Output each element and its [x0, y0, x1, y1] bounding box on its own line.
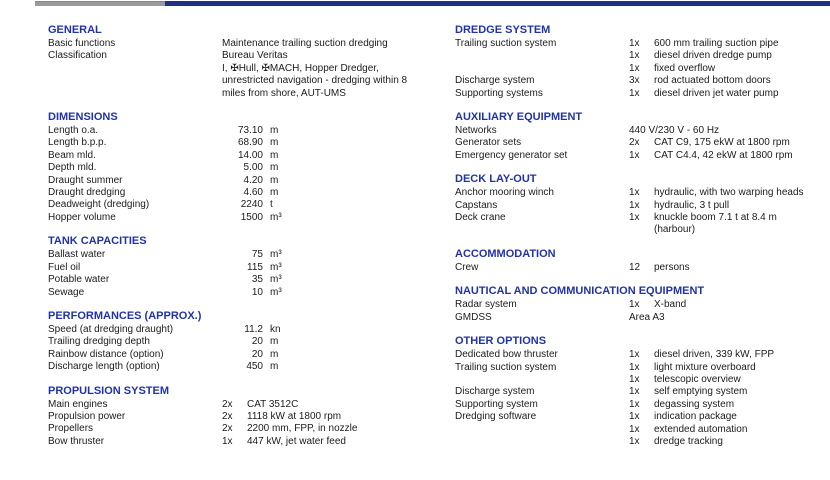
spec-row	[48, 361, 455, 373]
spec-unit: t	[270, 199, 273, 211]
spec-label: Rainbow distance (option)	[48, 348, 164, 360]
spec-label: Trailing suction system	[455, 38, 557, 49]
spec-label: Crew	[455, 261, 479, 273]
spec-value-number: 115	[247, 261, 263, 273]
spec-quantity	[629, 224, 654, 236]
spec-label: Trailing suction system	[455, 361, 557, 373]
spec-row	[455, 386, 830, 398]
spec-quantity: 1x	[629, 62, 640, 74]
spec-quantity: 1x	[629, 361, 640, 373]
spec-row	[48, 436, 455, 448]
spec-quantity: 1x	[629, 435, 640, 447]
spec-description: fixed overflow	[654, 62, 716, 74]
spec-quantity: 1x	[629, 411, 640, 423]
spec-label: Capstans	[455, 199, 498, 211]
spec-label: Dredging software	[455, 411, 537, 423]
section-title: NAUTICAL AND COMMUNICATION EQUIPMENT	[455, 285, 705, 298]
spec-label: Fuel oil	[48, 261, 81, 273]
spec-row	[48, 423, 455, 435]
spec-label: Draught dredging	[48, 187, 126, 199]
spec-row	[455, 137, 830, 149]
spec-row	[455, 424, 830, 436]
spec-row	[48, 187, 455, 199]
spec-description: light mixture overboard	[654, 361, 756, 373]
spec-row	[455, 312, 830, 324]
spec-description: persons	[654, 261, 690, 273]
spec-label: Propulsion power	[48, 410, 126, 422]
spec-value-number: 10	[251, 286, 263, 298]
spec-row	[455, 50, 830, 62]
spec-row	[48, 324, 455, 336]
spec-description: degassing system	[654, 398, 735, 410]
spec-description: hydraulic, with two warping heads	[654, 187, 804, 199]
spec-label: Anchor mooring winch	[455, 187, 554, 199]
section-title: OTHER OPTIONS	[455, 335, 547, 348]
spec-row	[48, 336, 455, 348]
spec-row	[48, 287, 455, 299]
spec-quantity: 1x	[629, 199, 640, 211]
spec-label: Main engines	[48, 398, 108, 410]
section-title: TANK CAPACITIES	[48, 235, 147, 248]
spec-section	[455, 173, 830, 237]
spec-section	[455, 24, 830, 100]
left-column	[48, 24, 455, 459]
spec-label: Length o.a.	[48, 125, 99, 137]
spec-label: Depth mld.	[48, 162, 97, 174]
spec-section	[455, 335, 830, 448]
spec-section	[48, 310, 455, 374]
spec-description: 2200 mm, FPP, in nozzle	[247, 423, 358, 435]
spec-description: CAT 3512C	[247, 398, 299, 410]
spec-description: hydraulic, 3 t pull	[654, 199, 730, 211]
spec-unit: m³	[270, 274, 282, 286]
spec-row	[455, 299, 830, 311]
spec-label: Discharge system	[455, 75, 535, 87]
spec-quantity: 2x	[222, 410, 233, 422]
spec-unit: m³	[270, 211, 282, 223]
spec-row	[48, 399, 455, 411]
spec-label: Discharge system	[455, 386, 535, 398]
section-title: PERFORMANCES (APPROX.)	[48, 309, 202, 322]
spec-description: self emptying system	[654, 386, 748, 398]
spec-quantity: 1x	[629, 38, 640, 49]
spec-quantity: 1x	[629, 373, 640, 385]
spec-section	[48, 111, 455, 224]
spec-section	[455, 248, 830, 274]
spec-value-number: 4.60	[243, 187, 263, 199]
spec-description: CAT C4.4, 42 ekW at 1800 rpm	[654, 149, 793, 161]
spec-quantity: 12	[629, 261, 641, 273]
spec-label: Speed (at dredging draught)	[48, 323, 174, 335]
spec-quantity: 1x	[629, 212, 640, 224]
spec-row	[48, 137, 455, 149]
spec-row	[48, 349, 455, 361]
spec-description: 1118 kW at 1800 rpm	[247, 410, 342, 422]
spec-row	[48, 411, 455, 423]
spec-quantity: 1x	[629, 87, 640, 99]
spec-value-number: 14.00	[237, 149, 263, 161]
spec-row	[455, 224, 830, 236]
spec-row	[455, 125, 830, 137]
spec-row	[455, 200, 830, 212]
spec-unit: m	[270, 162, 279, 174]
spec-row	[48, 249, 455, 261]
spec-value: Area A3	[629, 311, 665, 323]
spec-row	[48, 274, 455, 286]
spec-quantity: 1x	[222, 435, 233, 447]
spec-quantity: 1x	[629, 423, 640, 435]
spec-value-number: 35	[251, 274, 263, 286]
spec-description: rod actuated bottom doors	[654, 75, 771, 87]
spec-row	[455, 88, 830, 100]
spec-label	[455, 374, 629, 386]
spec-label: Basic functions	[48, 38, 116, 49]
spec-sheet-content	[48, 24, 830, 459]
spec-label: Length b.p.p.	[48, 137, 107, 149]
spec-label: Beam mld.	[48, 149, 96, 161]
spec-value-number: 450	[246, 361, 263, 373]
spec-quantity: 1x	[629, 299, 640, 311]
spec-section	[455, 111, 830, 162]
spec-label: Potable water	[48, 274, 110, 286]
right-column	[455, 24, 830, 459]
spec-label	[48, 88, 222, 100]
spec-quantity: 1x	[629, 50, 640, 62]
spec-row	[48, 162, 455, 174]
spec-value-number: 2240	[240, 199, 263, 211]
spec-description: extended automation	[654, 423, 748, 435]
spec-row	[455, 63, 830, 75]
spec-label: Trailing dredging depth	[48, 336, 150, 348]
spec-row	[455, 411, 830, 423]
spec-description: 600 mm trailing suction pipe	[654, 38, 779, 49]
spec-section	[48, 24, 455, 100]
spec-label	[455, 63, 629, 75]
spec-description: X-band	[654, 299, 687, 311]
spec-label	[455, 436, 629, 448]
spec-description: knuckle boom 7.1 t at 8.4 m	[654, 212, 777, 224]
spec-quantity: 1x	[629, 386, 640, 398]
spec-value: I, ✠Hull, ✠MACH, Hopper Dredger,	[222, 62, 379, 74]
spec-quantity: 2x	[222, 398, 233, 410]
spec-label: Ballast water	[48, 249, 106, 261]
spec-row	[455, 212, 830, 224]
spec-description: diesel driven, 339 kW, FPP	[654, 349, 775, 361]
spec-unit: m	[270, 336, 279, 348]
spec-description: telescopic overview	[654, 373, 741, 385]
top-bar-blue-segment	[165, 1, 830, 6]
spec-value-number: 68.90	[237, 137, 263, 149]
spec-label: Hopper volume	[48, 211, 116, 223]
spec-row	[48, 88, 455, 100]
spec-value: miles from shore, AUT-UMS	[222, 87, 346, 99]
spec-quantity: 1x	[629, 187, 640, 199]
spec-unit: kn	[270, 323, 281, 335]
spec-label: Networks	[455, 125, 497, 137]
spec-value-number: 20	[251, 336, 263, 348]
spec-label: Classification	[48, 50, 107, 62]
top-bar-gray-segment	[35, 1, 165, 6]
spec-unit: m	[270, 174, 279, 186]
section-title: DIMENSIONS	[48, 111, 118, 124]
spec-label: Emergency generator set	[455, 149, 568, 161]
spec-value-number: 1500	[240, 211, 263, 223]
spec-unit: m³	[270, 261, 282, 273]
spec-label: Draught summer	[48, 174, 123, 186]
spec-description: (harbour)	[654, 224, 696, 236]
spec-description: diesel driven dredge pump	[654, 50, 772, 62]
spec-label: Deck crane	[455, 212, 506, 224]
spec-label	[455, 424, 629, 436]
section-title: DECK LAY-OUT	[455, 173, 537, 186]
spec-value-number: 11.2	[244, 323, 263, 335]
spec-unit: m	[270, 348, 279, 360]
spec-label: Sewage	[48, 286, 85, 298]
spec-description: CAT C9, 175 ekW at 1800 rpm	[654, 137, 790, 149]
spec-value-number: 5.00	[243, 162, 263, 174]
spec-unit: m	[270, 149, 279, 161]
spec-row	[48, 75, 455, 87]
section-title: DREDGE SYSTEM	[455, 24, 551, 36]
spec-label	[455, 224, 629, 236]
spec-quantity: 1x	[629, 398, 640, 410]
spec-label	[48, 75, 222, 87]
section-title: AUXILIARY EQUIPMENT	[455, 111, 583, 124]
spec-section	[48, 385, 455, 449]
spec-description: indication package	[654, 411, 737, 423]
spec-row	[48, 212, 455, 224]
spec-label: Deadweight (dredging)	[48, 199, 150, 211]
spec-label: Radar system	[455, 299, 517, 311]
spec-value: Maintenance trailing suction dredging	[222, 38, 388, 49]
spec-row	[48, 63, 455, 75]
spec-unit: m	[270, 361, 279, 373]
spec-unit: m³	[270, 249, 282, 261]
spec-row	[455, 75, 830, 87]
spec-row	[455, 187, 830, 199]
spec-row	[455, 399, 830, 411]
spec-description: dredge tracking	[654, 435, 723, 447]
spec-row	[48, 150, 455, 162]
spec-row	[455, 38, 830, 50]
spec-value: unrestricted navigation - dredging within 8	[222, 75, 408, 87]
spec-value-number: 73.10	[237, 125, 263, 137]
spec-label: Supporting systems	[455, 87, 543, 99]
spec-quantity: 2x	[629, 137, 640, 149]
spec-value-number: 4.20	[243, 174, 263, 186]
spec-label: Generator sets	[455, 137, 522, 149]
spec-label: Propellers	[48, 423, 94, 435]
spec-value-number: 75	[251, 249, 263, 261]
section-title: ACCOMMODATION	[455, 247, 556, 260]
spec-row	[455, 150, 830, 162]
spec-unit: m	[270, 187, 279, 199]
spec-section	[455, 285, 830, 324]
section-title: GENERAL	[48, 24, 102, 36]
spec-row	[48, 262, 455, 274]
spec-label: Discharge length (option)	[48, 361, 160, 373]
spec-label: Dedicated bow thruster	[455, 349, 558, 361]
spec-label: GMDSS	[455, 311, 492, 323]
spec-description: 447 kW, jet water feed	[247, 435, 346, 447]
spec-unit: m	[270, 125, 279, 137]
spec-value-number: 20	[251, 348, 263, 360]
spec-description: diesel driven jet water pump	[654, 87, 779, 99]
spec-unit: m	[270, 137, 279, 149]
spec-row	[48, 175, 455, 187]
spec-value: Bureau Veritas	[222, 50, 288, 62]
spec-row	[455, 374, 830, 386]
spec-label	[48, 63, 222, 75]
spec-label: Supporting system	[455, 398, 538, 410]
spec-section	[48, 235, 455, 299]
section-title: PROPULSION SYSTEM	[48, 384, 170, 397]
spec-row	[455, 349, 830, 361]
spec-row	[48, 50, 455, 62]
spec-row	[48, 38, 455, 50]
spec-value: 440 V/230 V - 60 Hz	[629, 125, 720, 137]
spec-quantity: 1x	[629, 349, 640, 361]
spec-row	[455, 262, 830, 274]
spec-label: Bow thruster	[48, 435, 105, 447]
spec-label	[455, 50, 629, 62]
spec-quantity: 2x	[222, 423, 233, 435]
spec-row	[455, 362, 830, 374]
spec-unit: m³	[270, 286, 282, 298]
spec-row	[48, 125, 455, 137]
spec-row	[48, 199, 455, 211]
spec-row	[455, 436, 830, 448]
spec-quantity: 3x	[629, 75, 640, 87]
spec-quantity: 1x	[629, 149, 640, 161]
top-bar	[35, 1, 830, 6]
